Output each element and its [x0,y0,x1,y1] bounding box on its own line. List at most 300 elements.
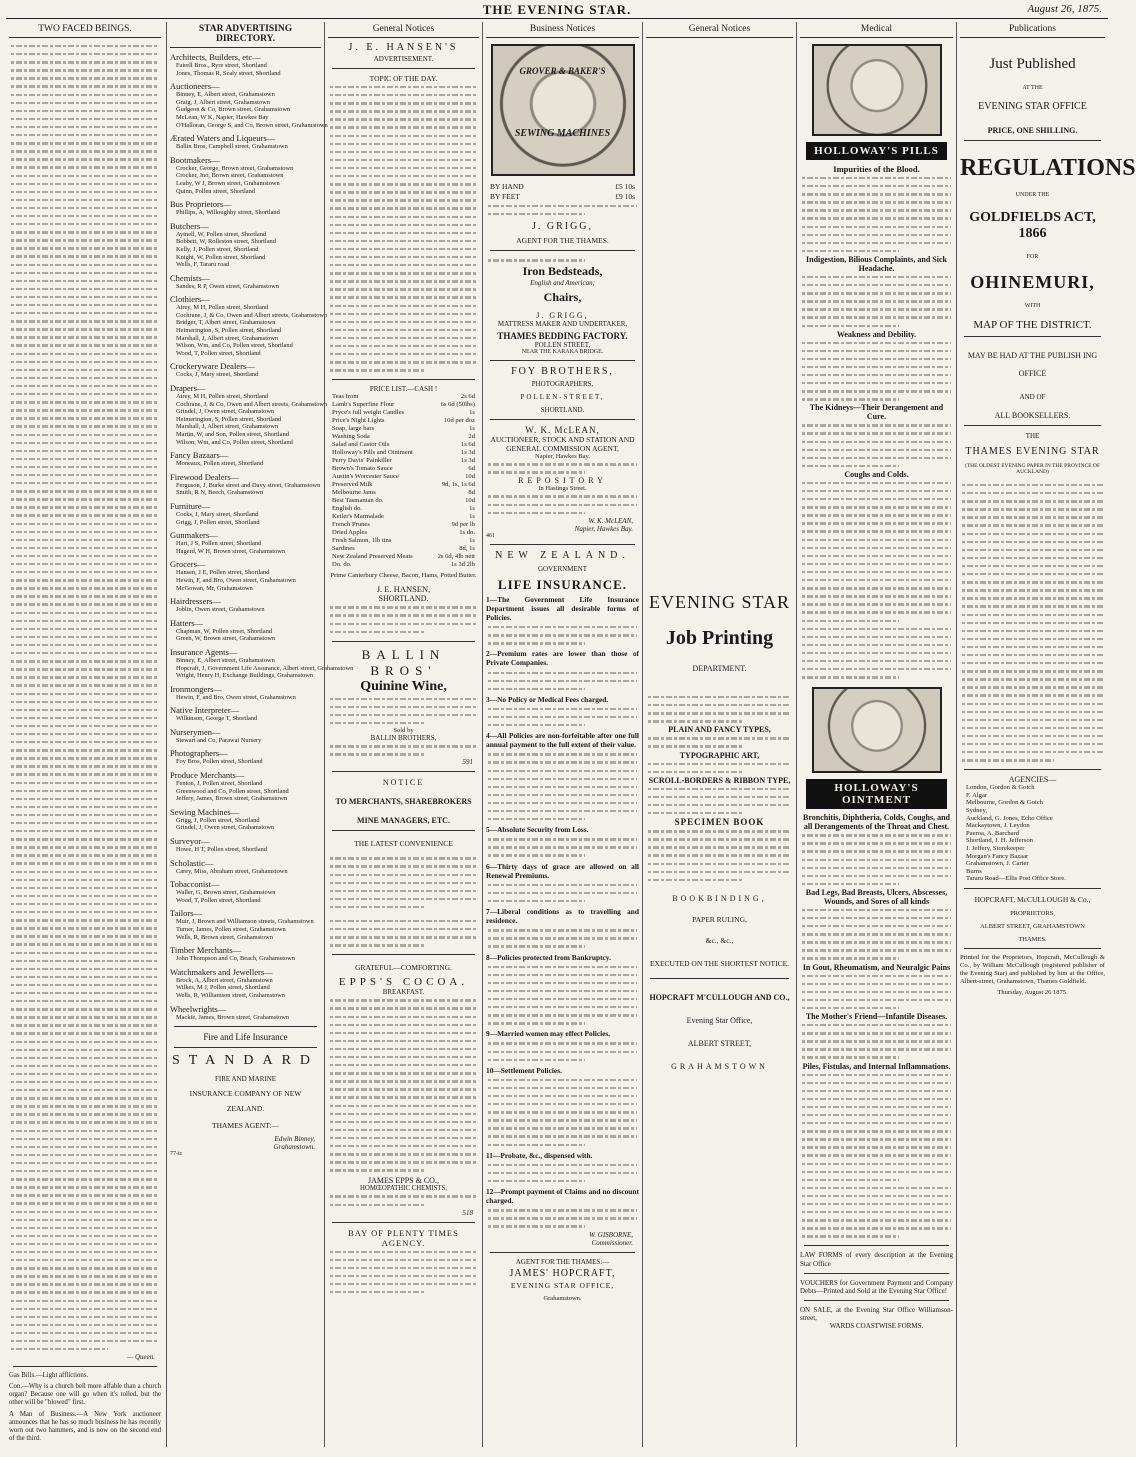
text-line [486,639,639,647]
text-line [960,619,1105,627]
text-line [9,884,161,892]
text-line [646,742,793,750]
text-line [328,1069,479,1077]
text-line [486,492,639,500]
text-line [800,206,953,214]
text-line [328,1061,479,1069]
text-line [486,1206,639,1214]
text-line [9,374,161,382]
text-line [9,277,161,285]
albert-street: ALBERT STREET, GRAHAMSTOWN [980,923,1085,930]
hansen-body [328,83,479,374]
text-line [800,1184,953,1192]
text-line [800,174,953,182]
text-line [9,592,161,600]
column-heading: Medical [800,22,953,38]
directory-category: Butchers— [170,220,209,231]
text-line [486,750,639,758]
text-line [9,50,161,58]
quinine-heading: Quinine Wine, [360,678,447,694]
wards-coastwise: WARDS COASTWISE FORMS. [829,1322,924,1331]
text-line [960,756,1105,764]
text-line [9,99,161,107]
snowden-notice [328,603,479,635]
directory-entry: Waller, G, Brown street, Grahamstown [176,889,276,897]
price-row [328,401,479,409]
text-line [800,1160,953,1168]
grateful-comforting: GRATEFUL—COMFORTING. [355,963,452,973]
text-line [9,633,161,641]
fire-marine-line: FIRE AND MARINE [214,1075,277,1084]
text-line [9,471,161,479]
text-line [9,1038,161,1046]
item: Austin's Worcester Sauce [332,473,399,481]
text-line [9,1297,161,1305]
text-line [646,801,793,809]
text-line [9,1118,161,1126]
text-line [486,971,639,979]
text-line [800,1168,953,1176]
grigg-name: J. GRIGG, [531,221,594,233]
item: Holloway's Pills and Ointment [332,449,413,457]
text-line [328,221,479,229]
under-the: UNDER THE [1015,192,1050,198]
life-insurance-point [486,908,639,950]
text-line [9,422,161,430]
engraving-top-text: GROVER & BAKER'S [519,66,606,76]
bookbinding: BOOKBINDING, [672,893,767,903]
text-line [800,1029,953,1037]
text-line [328,1021,479,1029]
text-line [9,82,161,90]
text-line [328,620,479,628]
piles-heading: Piles, Fistulas, and Internal Inflammations. [802,1061,951,1071]
hansen-signature: J. E. HANSEN, [376,584,431,595]
indigestion-body [800,273,953,330]
text-line [800,839,953,847]
agency-entry: F. Algar [966,791,988,799]
text-line [800,239,953,247]
text-line [646,709,793,717]
text-line [800,289,953,297]
directory-category: Bus Proprietors— [170,199,232,210]
mclean-name: W. K. McLEAN, [525,425,600,436]
text-line [800,347,953,355]
directory-entry: Hewin, F, and Bro, Owen street, Grahamstown [176,693,296,701]
agency-entry: Burns [966,867,982,875]
latest-convenience: THE LATEST CONVENIENCE [354,839,453,849]
text-line [800,1103,953,1111]
text-line [646,851,793,859]
fire-life-heading: Fire and Life Insurance [203,1032,288,1043]
directory-category: Architects, Builders, etc— [170,52,261,62]
text-line [9,1216,161,1224]
combination-body [646,785,793,817]
text-line [9,463,161,471]
directory-entry: Jeffery, James, Brown street, Grahamstown [176,795,288,803]
divider [174,1026,317,1027]
price: 8d [468,489,475,497]
text-line [9,868,161,876]
pills-notice-body [800,625,953,682]
text-line [328,277,479,285]
ohinemuri: OHINEMURI, [970,272,1095,292]
text-line [328,1013,479,1021]
item: Teas from [332,393,359,401]
agency-entry: J. Jeffery, Storekeeper [966,845,1025,853]
item: New Zealand Preserved Meats [332,553,413,561]
text-line [9,1208,161,1216]
directory-entry: Howe, H T, Pollen street, Shortland [176,846,267,854]
text-line [800,305,953,313]
item: Do. do. [332,561,352,569]
text-line [9,1021,161,1029]
text-line [960,546,1105,554]
item: Dried Apples [332,529,367,537]
text-line [960,602,1105,610]
scroll-borders: SCROLL-BORDERS & RIBBON TYPE, [648,775,791,785]
text-line [9,819,161,827]
price: 1s 3d [460,449,475,457]
price: 1s do. [459,529,475,537]
text-line [9,965,161,973]
text-line [328,742,479,750]
ad-reference: 77-tc [170,1151,183,1158]
text-line [328,326,479,334]
text-line [328,1201,479,1209]
text-line [328,628,479,636]
text-line [328,941,479,949]
directory-category: Produce Merchants— [170,770,245,781]
text-line [9,1240,161,1248]
text-line [328,164,479,172]
price: 10d [465,497,475,505]
text-line [9,754,161,762]
text-line [486,705,639,713]
text-line [800,371,953,379]
price-row [328,417,479,425]
text-line [646,701,793,709]
text-line [800,625,953,633]
text-line [9,843,161,851]
text-line [9,439,161,447]
divider [964,336,1101,337]
directory-entry: Joblin, Owen street, Grahamstown [176,606,265,614]
text-line [9,989,161,997]
text-line [9,511,161,519]
hansen-subheading: ADVERTISEMENT. [373,55,434,63]
agency-entry: Tararu Road—Ellis Post Office Store. [966,875,1066,883]
text-line [486,1214,639,1222]
directory-entry: Cochrane, J, & Co, Owen and Albert streets, Grahamstown [176,400,328,408]
text-line [9,74,161,82]
directory-entry: Marshall, J, Albert street, Grahamstown [176,423,279,431]
text-line [800,214,953,222]
text-line [328,1126,479,1134]
text-line [9,42,161,50]
department: DEPARTMENT. [692,664,747,673]
text-line [486,987,639,995]
text-line [960,691,1105,699]
price: 1s 3d [460,457,475,465]
sold-by: Sold by [393,727,414,735]
handy-books-body [328,917,479,949]
text-line [800,1119,953,1127]
text-line [486,1141,639,1149]
price: 1s 6d [460,441,475,449]
directory-entry: Wells, R, Brown street, Grahamstown [176,933,273,941]
text-line [328,107,479,115]
text-line [486,1177,639,1185]
text-line [9,762,161,770]
divider [332,68,475,69]
text-line [9,1191,161,1199]
point-text: 7—Liberal conditions as to travelling and residence. [486,907,639,926]
price-row [328,449,479,457]
chairs: Chairs, [543,290,582,305]
text-line [328,996,479,1004]
text-line [800,1216,953,1224]
text-line [486,775,639,783]
notice-heading: NOTICE [382,778,425,788]
text-line [328,245,479,253]
at-the: AT THE [1022,85,1043,91]
text-line [800,1208,953,1216]
text-line [9,916,161,924]
label: BY HAND [490,182,524,191]
text-line [800,198,953,206]
label: BY FEET [490,192,520,201]
piles-body [800,1071,953,1184]
text-line [9,1151,161,1159]
text-line [486,791,639,799]
text-line [800,421,953,429]
text-line [486,1092,639,1100]
epps-cocoa-heading: EPPS'S COCOA. [338,976,469,989]
text-line [9,1127,161,1135]
agent-place: Grahamstown. [273,1143,315,1152]
price-by-hand [486,182,639,192]
divider [490,544,635,545]
foy-brothers: FOY BROTHERS, [511,366,614,378]
text-line [328,1150,479,1158]
text-line [9,317,161,325]
column-heading: Business Notices [486,22,639,38]
text-line [328,237,479,245]
text-line [9,657,161,665]
text-line [960,489,1105,497]
text-line [9,536,161,544]
issue-date: August 26, 1875. [1027,3,1102,15]
text-line [9,1013,161,1021]
coughs-heading: Coughs and Colds. [844,469,909,479]
text-line [960,716,1105,724]
text-line [328,253,479,261]
masthead [0,0,1114,20]
text-line [800,922,953,930]
coughs-body [800,479,953,625]
column-job-printing [642,22,796,1447]
life-insurance-point [486,650,639,692]
divider [490,1252,635,1253]
gisborne-signature: W. GISBORNE, [589,1230,633,1239]
text-line [9,1062,161,1070]
text-line [328,156,479,164]
text-line [800,190,953,198]
directory-entry: Airey, M H, Pollen street, Shortland [176,393,269,401]
hopcraft-proprietors: HOPCRAFT, McCULLOUGH & Co., [974,895,1091,904]
text-line [960,586,1105,594]
hopcraft-name: JAMES' HOPCRAFT, [509,1267,616,1279]
text-line [800,988,953,996]
directory-entry: McLean, W K, Napier, Hawkes Bay [176,113,269,121]
life-insurance-point [486,1152,639,1185]
text-line [328,148,479,156]
text-line [800,395,953,403]
price-row [328,561,479,569]
imprint-date: Thursday, August 26 1875. [997,989,1068,997]
directory-entry: Jones, Thomas R, Sealy street, Shortland [176,69,281,77]
merchants-heading: TO MERCHANTS, SHAREBROKERS [335,797,472,807]
text-line [486,1124,639,1132]
column-medical [796,22,956,1447]
thames: THAMES. [1018,936,1047,943]
text-line [960,594,1105,602]
text-line [9,1070,161,1078]
text-line [9,1224,161,1232]
divider [490,250,635,251]
paper-ruling: PAPER RULING, [692,914,747,924]
holloways-ointment-banner: HOLLOWAY'S OINTMENT [806,779,947,809]
ballin-heading: BALLIN BROS' [361,646,446,678]
text-line [328,99,479,107]
weekly-sales [486,460,639,476]
text-line [800,519,953,527]
goldfields-act: GOLDFIELDS ACT, 1866 [969,210,1096,241]
directory-entry: Fairell Bros., Ryre street, Shortland [176,62,267,69]
text-line [9,220,161,228]
directory-category: Crockeryware Dealers— [170,361,255,372]
vouchers-notice: VOUCHERS for Government Payment and Company Debts—Printed and Sold at the Evening Star Office! [800,1278,953,1295]
text-line [328,318,479,326]
bay-of-plenty-body [328,1248,479,1297]
text-line [9,1054,161,1062]
price-row [328,537,479,545]
text-line [9,552,161,560]
point-text: 11—Probate, &c., dispensed with. [486,1150,593,1160]
text-line [800,980,953,988]
text-line [486,677,639,685]
item: Sardines [332,545,355,553]
pollen-street-2: POLLEN-STREET, [520,393,605,402]
directory-entry: Hewin, F, and Bro, Owen street, Grahamstown [176,576,296,584]
price-row [328,393,479,401]
divider [332,379,475,380]
text-line [800,608,953,616]
imprint: Printed for the Proprietors, Hopcraft, McCullough & Co., by William McCullough (registered publisher of the Evening Star) and published by him at the Office, Albert-street, Grahamstown, Thames Goldfield. [960,954,1105,986]
text-line [960,724,1105,732]
text-line [800,1232,953,1240]
text-line [486,669,639,677]
directory-entry: Hansen, J E, Pollen street, Shortland [176,569,270,577]
life-insurance-point [486,826,639,859]
text-line [800,864,953,872]
bedding-factory: THAMES BEDDING FACTORY. [497,331,628,342]
text-line [800,872,953,880]
text-line [800,454,953,462]
directory-entry: Cochrane, J, & Co, Owen and Albert streets, Grahamstown [176,311,328,319]
directory-entry: Wood, T, Pollen street, Shortland [176,349,261,357]
text-line [328,1134,479,1142]
point-text: 5—Absolute Security from Loss. [486,825,589,835]
text-line [328,1142,479,1150]
text-line [800,1071,953,1079]
text-line [800,938,953,946]
text-line [486,210,639,218]
directory-entry: Bobbett, W, Rolleston street, Shortland [176,238,276,246]
text-line [800,906,953,914]
mine-managers-heading: MINE MANAGERS, ETC. [357,816,450,826]
bad-legs-heading: Bad Legs, Bad Breasts, Ulcers, Abscesses, Wounds, and Sores of all kinds [805,887,948,906]
text-line [486,963,639,971]
text-line [800,1037,953,1045]
directory-entry: Grigg, J, Pollen street, Shortland [176,816,260,824]
grigg-name-2: J. GRIGG, [536,311,589,321]
text-line [328,1118,479,1126]
bronchitis-heading: Bronchitis, Diphtheria, Colds, Coughs, and all Derangements of the Throat and Chest. [803,813,950,832]
english-american: English and American; [530,279,595,288]
mothers-friend-heading: The Mother's Friend—Infantile Diseases. [805,1012,948,1022]
kidneys-heading: The Kidneys—Their Derangement and Cure. [809,403,944,422]
text-line [960,675,1105,683]
divider [490,419,635,420]
typographic-art: TYPOGRAPHIC ART, [679,750,760,760]
text-line [9,779,161,787]
directory-entry: Marshall, J, Albert street, Grahamstown [176,334,279,342]
text-line [9,285,161,293]
text-line [960,627,1105,635]
text-line [328,695,479,703]
text-line [328,83,479,91]
text-line [486,1039,639,1047]
shortland: SHORTLAND. [540,406,585,415]
text-line [9,1256,161,1264]
text-line [9,350,161,358]
price-row [328,529,479,537]
breakfast-heading: BREAKFAST. [382,988,425,997]
text-line [800,946,953,954]
directory-entry: Hagerd, W H, Brown street, Grahamstown [176,547,286,555]
directory-entry: Heimerington, S, Pollen street, Shortland [176,415,282,423]
price: 1s [469,425,475,433]
superior-style [646,734,793,750]
impurities-body [800,174,953,255]
divider [332,1222,475,1223]
divider [964,425,1101,426]
text-line [800,954,953,962]
text-line [9,673,161,681]
price-row [328,481,479,489]
text-line [960,578,1105,586]
sewing-machine-engraving [491,44,635,176]
oldest-paper: (THE OLDEST EVENING PAPER IN THE PROVINCE OF AUCKLAND) [964,463,1101,475]
text-line [9,58,161,66]
directory-entry: Airey, M H, Pollen street, Shortland [176,304,269,312]
text-line [9,544,161,552]
text-line [328,1110,479,1118]
text-line [9,520,161,528]
text-line [328,261,479,269]
